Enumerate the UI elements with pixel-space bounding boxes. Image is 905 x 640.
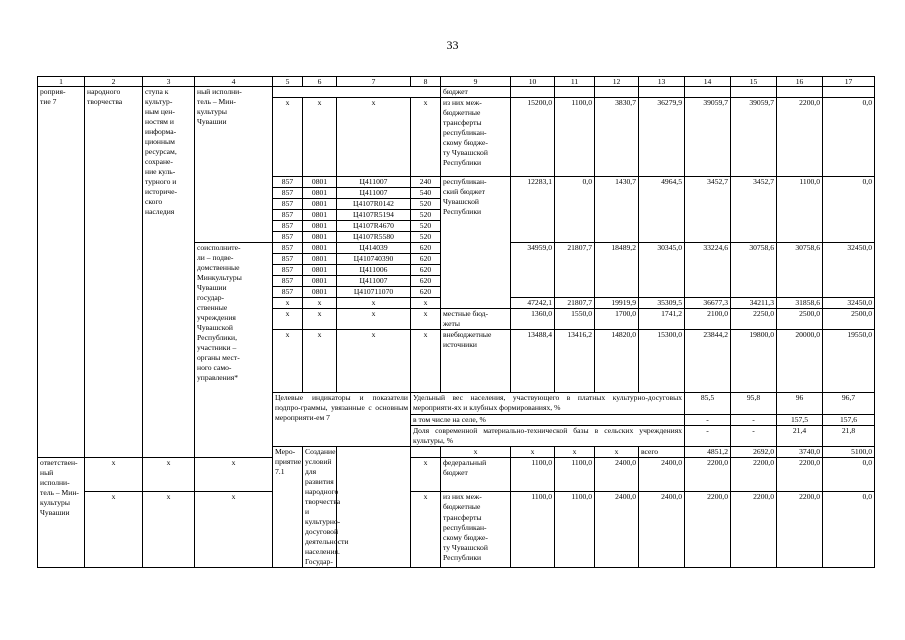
x-cell: x	[273, 330, 303, 393]
value-cell: 32450,0	[823, 298, 875, 309]
indicator-value: 21,4	[777, 426, 823, 447]
empty-cell	[337, 447, 411, 568]
indicator-value: -	[731, 426, 777, 447]
source-label: местные бюд- жеты	[441, 309, 511, 330]
value-cell: 30758,6	[777, 243, 823, 298]
code-cell: 620	[411, 243, 441, 254]
value-cell: 2692,0	[731, 447, 777, 458]
source-label: бюджет	[441, 87, 511, 98]
indicator-value: 85,5	[685, 393, 731, 415]
empty-cell	[555, 87, 595, 98]
column-number: 2	[85, 77, 143, 87]
column-number: 15	[731, 77, 777, 87]
x-cell: x	[85, 492, 143, 568]
value-cell: 2400,0	[595, 458, 639, 492]
value-cell: 36677,3	[685, 298, 731, 309]
value-cell: 13488,4	[511, 330, 555, 393]
indicators-label: Целевые индикаторы и показатели подпро-граммы, увязанные с основным мероприяти-ем 7	[273, 393, 411, 447]
value-cell: 1100,0	[777, 177, 823, 243]
column-number-row	[38, 77, 875, 87]
value-cell: 1100,0	[511, 492, 555, 568]
value-cell: 36279,9	[639, 98, 685, 177]
code-cell: 0801	[303, 188, 337, 199]
value-cell: 3740,0	[777, 447, 823, 458]
code-cell: Ц411006	[337, 265, 411, 276]
empty-cell	[273, 87, 441, 98]
value-cell: 5100,0	[823, 447, 875, 458]
value-cell: 0,0	[823, 458, 875, 492]
source-label: федеральный бюджет	[441, 458, 511, 492]
code-cell: 857	[273, 188, 303, 199]
table-row	[38, 492, 875, 568]
indicator-value: 95,8	[731, 393, 777, 415]
indicator-value: 96	[777, 393, 823, 415]
value-cell: 20000,0	[777, 330, 823, 393]
x-cell: x	[85, 458, 143, 492]
empty-cell	[511, 87, 555, 98]
x-cell: x	[195, 492, 273, 568]
code-cell: Ц410711070	[337, 287, 411, 298]
code-cell: Ц410740390	[337, 254, 411, 265]
table-body	[38, 77, 875, 568]
source-label: внебюджетные источники	[441, 330, 511, 393]
indicator-value: 157,6	[823, 415, 875, 426]
code-cell: 520	[411, 232, 441, 243]
x-cell: x	[411, 309, 441, 330]
responsible-executor: ный исполни- тель – Мин- культуры Чувашии	[195, 87, 273, 243]
x-cell: x	[411, 458, 441, 492]
indicator-value: 21,8	[823, 426, 875, 447]
code-cell: 0801	[303, 254, 337, 265]
value-cell: 2200,0	[777, 492, 823, 568]
value-cell: 2200,0	[731, 458, 777, 492]
code-cell: 0801	[303, 265, 337, 276]
column-number: 1	[38, 77, 85, 87]
value-cell: 1741,2	[639, 309, 685, 330]
x-cell: x	[143, 458, 195, 492]
column-number: 8	[411, 77, 441, 87]
x-cell: x	[555, 447, 595, 458]
code-cell: 857	[273, 221, 303, 232]
value-cell: 2500,0	[823, 309, 875, 330]
x-cell: x	[411, 492, 441, 568]
value-cell: 14820,0	[595, 330, 639, 393]
code-cell: 857	[273, 210, 303, 221]
value-cell: 2200,0	[685, 458, 731, 492]
value-cell: 0,0	[823, 98, 875, 177]
code-cell: 520	[411, 210, 441, 221]
code-cell: 620	[411, 276, 441, 287]
x-cell: x	[411, 98, 441, 177]
value-cell: 1100,0	[555, 98, 595, 177]
measure-label: Меро- приятие 7.1	[273, 447, 303, 568]
column-number: 10	[511, 77, 555, 87]
code-cell: Ц4107R4670	[337, 221, 411, 232]
x-cell: x	[337, 330, 411, 393]
code-cell: 857	[273, 232, 303, 243]
x-cell: x	[273, 298, 303, 309]
empty-cell	[823, 87, 875, 98]
column-number: 9	[441, 77, 511, 87]
code-cell: 240	[411, 177, 441, 188]
indicator-value: 96,7	[823, 393, 875, 415]
indicator-text: Доля современной материально-технической базы в сельских учреждениях культуры, %	[411, 426, 685, 447]
program-table	[37, 76, 875, 568]
value-cell: 0,0	[823, 177, 875, 243]
indicator-value: -	[685, 426, 731, 447]
code-cell: Ц411007	[337, 177, 411, 188]
value-cell: 31858,6	[777, 298, 823, 309]
indicator-text: в том числе на селе, %	[411, 415, 685, 426]
x-cell: x	[337, 298, 411, 309]
x-cell: x	[273, 309, 303, 330]
column-number: 7	[337, 77, 411, 87]
value-cell: 19800,0	[731, 330, 777, 393]
column-number: 11	[555, 77, 595, 87]
value-cell: 12283,1	[511, 177, 555, 243]
value-cell: 35309,5	[639, 298, 685, 309]
column-number: 17	[823, 77, 875, 87]
value-cell: 2400,0	[639, 458, 685, 492]
code-cell: Ц4107R5580	[337, 232, 411, 243]
x-cell: x	[411, 298, 441, 309]
empty-cell	[777, 87, 823, 98]
column-number: 16	[777, 77, 823, 87]
value-cell: 3830,7	[595, 98, 639, 177]
indicator-value: -	[685, 415, 731, 426]
empty-cell	[595, 87, 639, 98]
table-row	[38, 87, 875, 98]
code-cell: 540	[411, 188, 441, 199]
code-cell: 857	[273, 254, 303, 265]
value-cell: 15300,0	[639, 330, 685, 393]
x-cell: x	[143, 492, 195, 568]
code-cell: Ц411007	[337, 276, 411, 287]
table-row	[38, 458, 875, 492]
source-label: из них меж- бюджетные трансферты республикан- скому бюдже- ту Чувашской Республики	[441, 492, 511, 568]
value-cell: 18489,2	[595, 243, 639, 298]
value-cell: 21807,7	[555, 243, 595, 298]
x-cell: x	[337, 309, 411, 330]
value-cell: 32450,0	[823, 243, 875, 298]
code-cell: 620	[411, 254, 441, 265]
value-cell: 34959,0	[511, 243, 555, 298]
value-cell: 2250,0	[731, 309, 777, 330]
x-cell: x	[273, 98, 303, 177]
code-cell: 857	[273, 199, 303, 210]
code-cell: 0801	[303, 199, 337, 210]
indicator-value: 157,5	[777, 415, 823, 426]
measure-description: ступа к культур- ным цен- ностям и информа- ционным ресурсам, сохране- ние куль- турного и историче- ского наследия	[143, 87, 195, 458]
value-cell: 2200,0	[777, 458, 823, 492]
empty-cell	[411, 447, 441, 458]
code-cell: 0801	[303, 276, 337, 287]
value-cell: 2500,0	[777, 309, 823, 330]
x-cell: x	[441, 447, 511, 458]
column-number: 3	[143, 77, 195, 87]
source-label: всего	[639, 447, 685, 458]
value-cell: 39059,7	[685, 98, 731, 177]
value-cell: 2100,0	[685, 309, 731, 330]
column-number: 12	[595, 77, 639, 87]
value-cell: 1360,0	[511, 309, 555, 330]
value-cell: 1700,0	[595, 309, 639, 330]
value-cell: 30758,6	[731, 243, 777, 298]
value-cell: 2200,0	[777, 98, 823, 177]
empty-cell	[731, 87, 777, 98]
code-cell: 857	[273, 243, 303, 254]
column-number: 13	[639, 77, 685, 87]
x-cell: x	[337, 98, 411, 177]
value-cell: 2400,0	[639, 492, 685, 568]
code-cell: 0801	[303, 177, 337, 188]
value-cell: 2200,0	[685, 492, 731, 568]
value-cell: 1100,0	[511, 458, 555, 492]
value-cell: 1100,0	[555, 458, 595, 492]
code-cell: 620	[411, 265, 441, 276]
value-cell: 2400,0	[595, 492, 639, 568]
value-cell: 3452,7	[731, 177, 777, 243]
code-cell: 0801	[303, 210, 337, 221]
measure-label: роприя- тие 7	[38, 87, 85, 458]
code-cell: 857	[273, 287, 303, 298]
code-cell: Ц411007	[337, 188, 411, 199]
value-cell: 1430,7	[595, 177, 639, 243]
source-label: из них меж- бюджетные трансферты республикан- скому бюдже- ту Чувашской Республики	[441, 98, 511, 177]
code-cell: 520	[411, 199, 441, 210]
value-cell: 4964,5	[639, 177, 685, 243]
value-cell: 33224,6	[685, 243, 731, 298]
value-cell: 3452,7	[685, 177, 731, 243]
value-cell: 0,0	[555, 177, 595, 243]
code-cell: 0801	[303, 243, 337, 254]
code-cell: 857	[273, 276, 303, 287]
page-number: 33	[446, 38, 459, 52]
value-cell: 15200,0	[511, 98, 555, 177]
empty-cell	[639, 87, 685, 98]
source-label: республикан- ский бюджет Чувашской Республики	[441, 177, 511, 309]
column-number: 6	[303, 77, 337, 87]
x-cell: x	[303, 98, 337, 177]
x-cell: x	[303, 309, 337, 330]
empty-cell	[685, 87, 731, 98]
indicator-value: -	[731, 415, 777, 426]
x-cell: x	[303, 330, 337, 393]
x-cell: x	[511, 447, 555, 458]
x-cell: x	[195, 458, 273, 492]
code-cell: 0801	[303, 221, 337, 232]
value-cell: 34211,3	[731, 298, 777, 309]
column-number: 5	[273, 77, 303, 87]
code-cell: 0801	[303, 232, 337, 243]
code-cell: 520	[411, 221, 441, 232]
value-cell: 13416,2	[555, 330, 595, 393]
measure-name: Создание условий для развития народного творчества и культурно- досуговой деятельности населения. Государ-	[303, 447, 337, 568]
measure-name: народного творчества	[85, 87, 143, 458]
value-cell: 4851,2	[685, 447, 731, 458]
value-cell: 39059,7	[731, 98, 777, 177]
code-cell: Ц414039	[337, 243, 411, 254]
x-cell: x	[595, 447, 639, 458]
value-cell: 2200,0	[731, 492, 777, 568]
value-cell: 1100,0	[555, 492, 595, 568]
value-cell: 23844,2	[685, 330, 731, 393]
value-cell: 19550,0	[823, 330, 875, 393]
value-cell: 19919,9	[595, 298, 639, 309]
value-cell: 21807,7	[555, 298, 595, 309]
code-cell: Ц4107R0142	[337, 199, 411, 210]
co-executors: соисполните- ли – подве- домственные Минкультуры Чувашии государ- ственные учреждения Чувашской Республики, участники – органы мест- ного само- управления*	[195, 243, 273, 458]
value-cell: 1550,0	[555, 309, 595, 330]
x-cell: x	[303, 298, 337, 309]
code-cell: 620	[411, 287, 441, 298]
indicator-text: Удельный вес населения, участвующего в платных культурно-досуговых мероприяти-ях и клубных формированиях, %	[411, 393, 685, 415]
column-number: 4	[195, 77, 273, 87]
code-cell: 0801	[303, 287, 337, 298]
value-cell: 47242,1	[511, 298, 555, 309]
code-cell: 857	[273, 177, 303, 188]
value-cell: 30345,0	[639, 243, 685, 298]
code-cell: 857	[273, 265, 303, 276]
value-cell: 0,0	[823, 492, 875, 568]
x-cell: x	[411, 330, 441, 393]
responsible-executor: ответствен- ный исполни- тель – Мин- культуры Чувашии	[38, 458, 85, 568]
code-cell: Ц4107R5194	[337, 210, 411, 221]
column-number: 14	[685, 77, 731, 87]
